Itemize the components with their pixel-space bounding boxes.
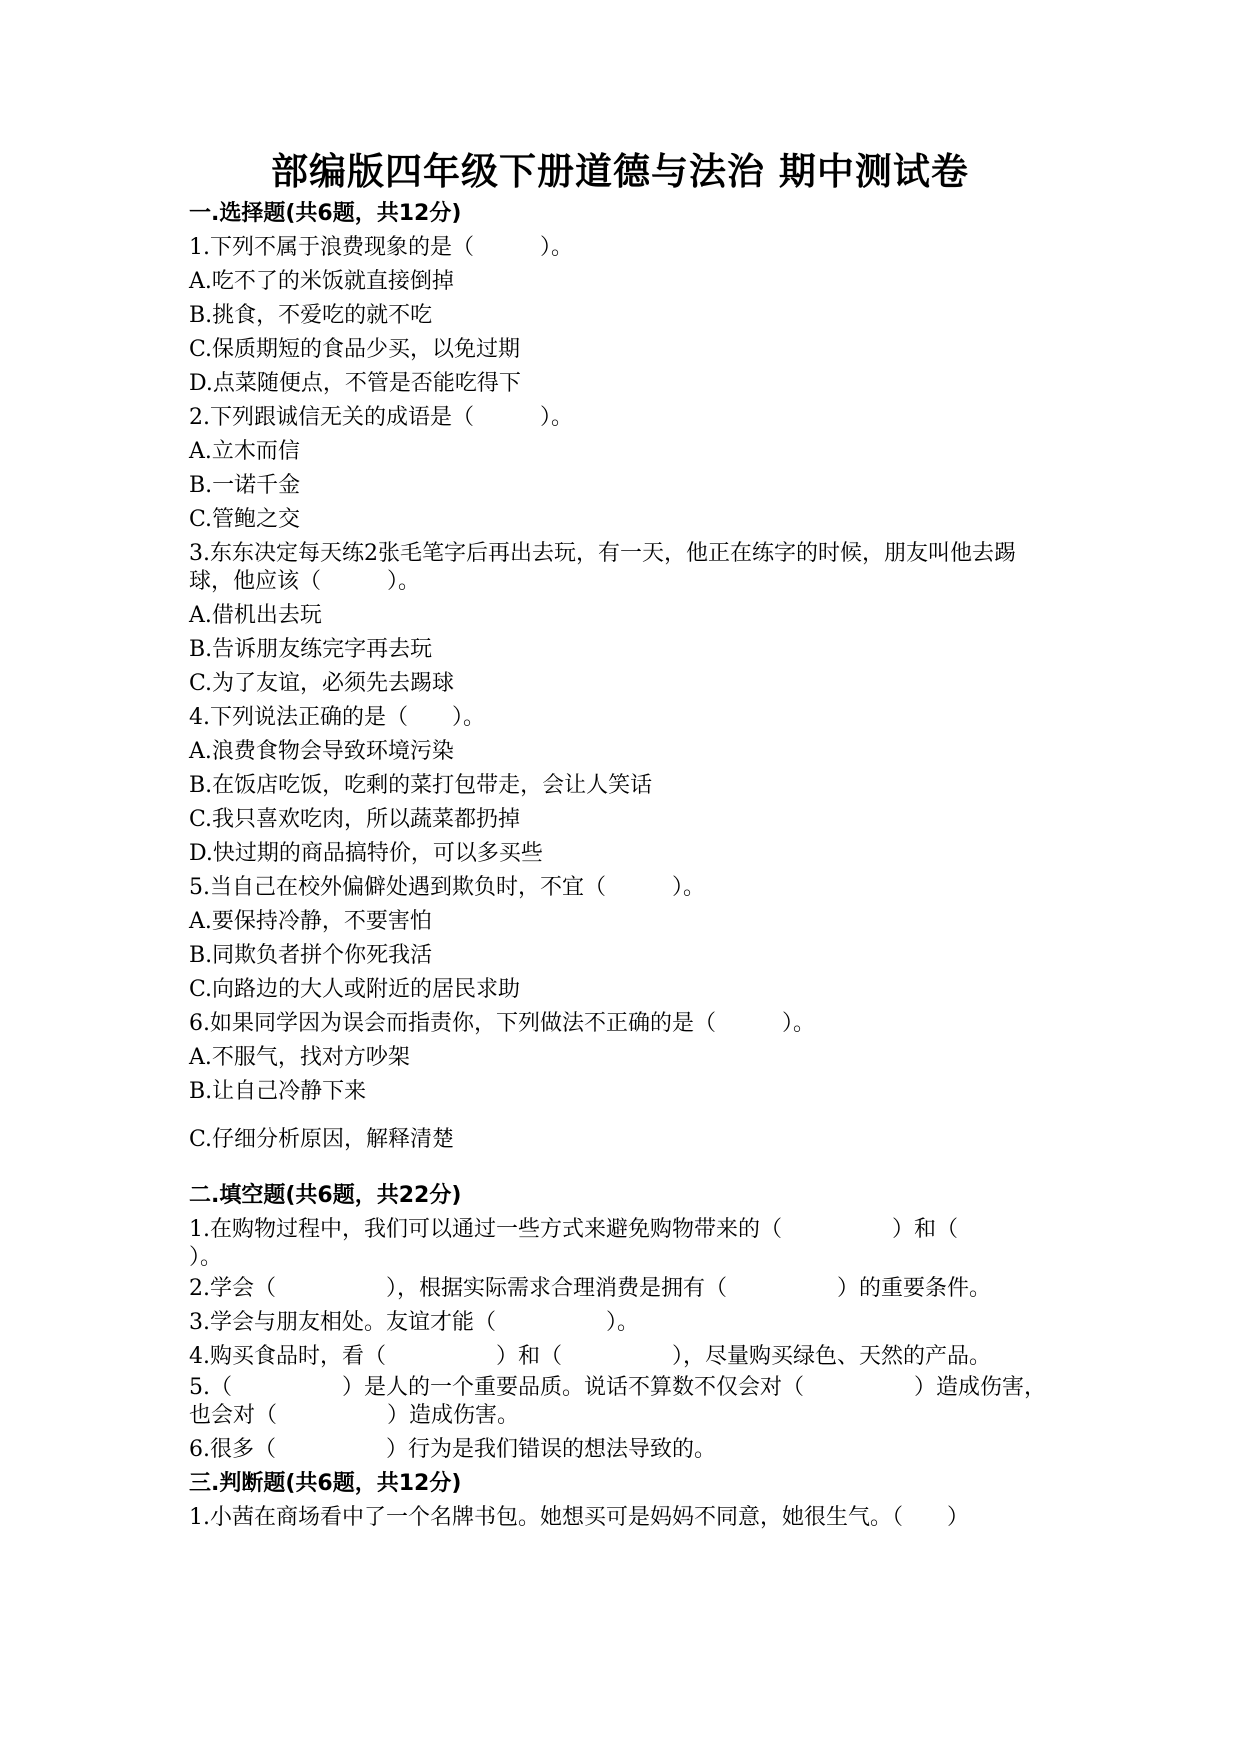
question-2	[189, 401, 1049, 537]
judge-item: 1.小茜在商场看中了一个名牌书包。她想买可是妈妈不同意，她很生气。（ ）	[189, 1505, 969, 1530]
option-b: B.一诺千金	[189, 473, 301, 498]
option-c: C.保质期短的食品少买，以免过期	[189, 337, 521, 362]
question-stem: 3.东东决定每天练2张毛笔字后再出去玩，有一天，他正在练字的时候，朋友叫他去踢球，他应该（ ）。	[189, 541, 1016, 594]
option-a: A.要保持冷静，不要害怕	[189, 909, 432, 934]
question-4	[189, 701, 1049, 871]
question-stem: 6.如果同学因为误会而指责你，下列做法不正确的是（ ）。	[189, 1011, 815, 1036]
option-a: A.浪费食物会导致环境污染	[189, 739, 454, 764]
option-c: C.为了友谊，必须先去踢球	[189, 671, 455, 696]
exam-content	[189, 197, 1069, 1535]
question-6	[189, 1007, 1049, 1171]
option-b: B.挑食，不爱吃的就不吃	[189, 303, 433, 328]
option-b: B.在饭店吃饭，吃剩的菜打包带走，会让人笑话	[189, 773, 653, 798]
section-heading-fill: 二.填空题(共6题，共22分)	[189, 1183, 462, 1208]
option-c: C.仔细分析原因，解释清楚	[189, 1127, 455, 1152]
fill-item: 4.购买食品时，看（ ）和（ ），尽量购买绿色、天然的产品。	[189, 1344, 991, 1369]
section-heading-judge: 三.判断题(共6题，共12分)	[189, 1471, 462, 1496]
fill-item: 6.很多（ ）行为是我们错误的想法导致的。	[189, 1437, 716, 1462]
option-d: D.点菜随便点，不管是否能吃得下	[189, 371, 521, 396]
question-3	[189, 540, 1049, 701]
option-c: C.我只喜欢吃肉，所以蔬菜都扔掉	[189, 807, 521, 832]
option-a: A.立木而信	[189, 439, 300, 464]
option-c: C.向路边的大人或附近的居民求助	[189, 977, 521, 1002]
option-c: C.管鲍之交	[189, 507, 301, 532]
question-1	[189, 231, 1049, 401]
option-a: A.吃不了的米饭就直接倒掉	[189, 269, 454, 294]
option-b: B.让自己冷静下来	[189, 1079, 367, 1104]
fill-item: 3.学会与朋友相处。友谊才能（ ）。	[189, 1310, 639, 1335]
section-heading-choice: 一.选择题(共6题，共12分)	[189, 201, 462, 226]
fill-item: 2.学会（ ），根据实际需求合理消费是拥有（ ）的重要条件。	[189, 1276, 991, 1301]
exam-title: 部编版四年级下册道德与法治 期中测试卷	[271, 150, 969, 193]
question-stem: 2.下列跟诚信无关的成语是（ ）。	[189, 405, 573, 430]
option-b: B.同欺负者拼个你死我活	[189, 943, 433, 968]
question-stem: 1.下列不属于浪费现象的是（ ）。	[189, 235, 573, 260]
option-b: B.告诉朋友练完字再去玩	[189, 637, 433, 662]
option-a: A.借机出去玩	[189, 603, 322, 628]
option-a: A.不服气，找对方吵架	[189, 1045, 410, 1070]
option-d: D.快过期的商品搞特价，可以多买些	[189, 841, 543, 866]
fill-item: 1.在购物过程中，我们可以通过一些方式来避免购物带来的（ ）和（ ）。	[189, 1217, 1069, 1270]
question-stem: 4.下列说法正确的是（ ）。	[189, 705, 485, 730]
fill-item: 5.（ ）是人的一个重要品质。说话不算数不仅会对（ ）造成伤害，也会对（ ）造成伤害。	[189, 1375, 1046, 1428]
question-stem: 5.当自己在校外偏僻处遇到欺负时，不宜（ ）。	[189, 875, 705, 900]
question-5	[189, 871, 1049, 1007]
